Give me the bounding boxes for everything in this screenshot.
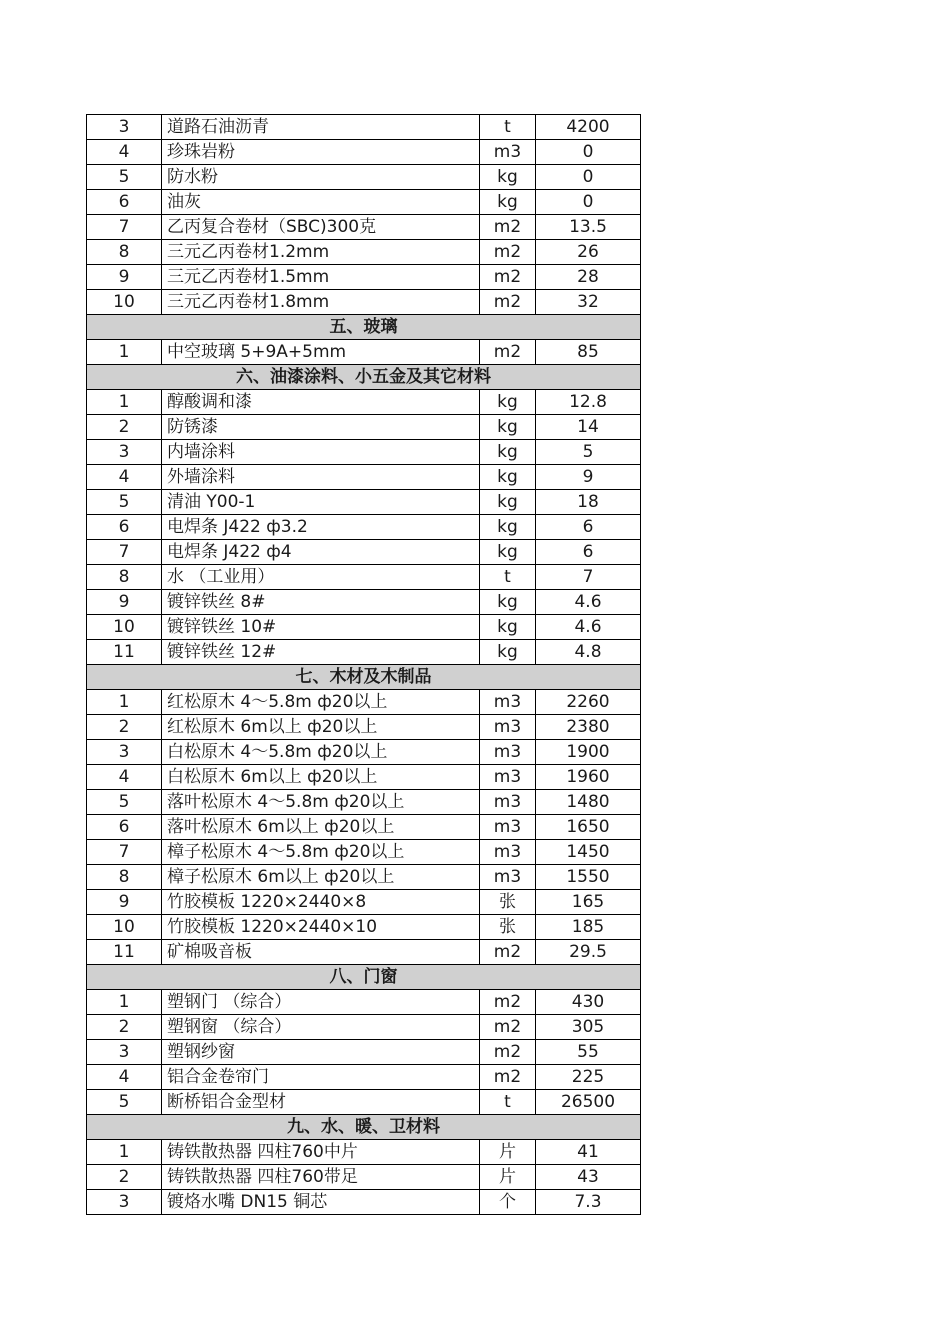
unit-price: 4200 [536,115,641,140]
table-row [87,715,641,740]
section-title: 七、木材及木制品 [87,665,641,690]
unit-price: 12.8 [536,390,641,415]
unit: kg [480,190,536,215]
table-row [87,590,641,615]
unit: m2 [480,265,536,290]
row-number: 6 [87,515,162,540]
unit: m2 [480,940,536,965]
row-number: 8 [87,865,162,890]
unit-price: 1450 [536,840,641,865]
table-row [87,390,641,415]
material-name: 矿棉吸音板 [162,940,480,965]
row-number: 2 [87,415,162,440]
unit: kg [480,515,536,540]
material-name: 白松原木 6m以上 ф20以上 [162,765,480,790]
unit: m3 [480,815,536,840]
unit: kg [480,165,536,190]
material-name: 三元乙丙卷材1.5mm [162,265,480,290]
unit: m3 [480,140,536,165]
material-name: 樟子松原木 4～5.8m ф20以上 [162,840,480,865]
table-row [87,490,641,515]
table-row [87,1065,641,1090]
unit: m2 [480,215,536,240]
material-name: 外墙涂料 [162,465,480,490]
row-number: 7 [87,215,162,240]
table-row [87,815,641,840]
unit-price: 1900 [536,740,641,765]
table-row [87,1140,641,1165]
unit: kg [480,590,536,615]
unit-price: 185 [536,915,641,940]
material-name: 防水粉 [162,165,480,190]
unit: m2 [480,990,536,1015]
unit-price: 1480 [536,790,641,815]
unit: 片 [480,1165,536,1190]
section-title: 五、玻璃 [87,315,641,340]
table-row [87,165,641,190]
unit: m3 [480,715,536,740]
section-header-row [87,315,641,340]
unit: kg [480,490,536,515]
table-row [87,190,641,215]
unit-price: 26 [536,240,641,265]
unit-price: 430 [536,990,641,1015]
row-number: 1 [87,1140,162,1165]
row-number: 2 [87,1015,162,1040]
material-name: 道路石油沥青 [162,115,480,140]
unit-price: 18 [536,490,641,515]
unit: t [480,115,536,140]
table-row [87,640,641,665]
material-name: 镀锌铁丝 8# [162,590,480,615]
material-name: 铸铁散热器 四柱760中片 [162,1140,480,1165]
unit-price: 43 [536,1165,641,1190]
unit: m3 [480,765,536,790]
section-header-row [87,665,641,690]
unit: kg [480,615,536,640]
table-row [87,840,641,865]
unit: kg [480,390,536,415]
row-number: 1 [87,990,162,1015]
unit-price: 14 [536,415,641,440]
unit-price: 26500 [536,1090,641,1115]
row-number: 1 [87,690,162,715]
material-name: 醇酸调和漆 [162,390,480,415]
unit: m3 [480,840,536,865]
table-row [87,940,641,965]
unit-price: 0 [536,190,641,215]
material-name: 珍珠岩粉 [162,140,480,165]
unit: t [480,1090,536,1115]
unit-price: 6 [536,515,641,540]
material-name: 红松原木 4～5.8m ф20以上 [162,690,480,715]
table-row [87,765,641,790]
row-number: 2 [87,1165,162,1190]
material-name: 铝合金卷帘门 [162,1065,480,1090]
table-row [87,290,641,315]
row-number: 6 [87,815,162,840]
unit: 张 [480,915,536,940]
unit-price: 9 [536,465,641,490]
unit: 片 [480,1140,536,1165]
row-number: 9 [87,890,162,915]
unit: m3 [480,690,536,715]
table-row [87,890,641,915]
unit-price: 225 [536,1065,641,1090]
material-name: 竹胶模板 1220×2440×10 [162,915,480,940]
section-header-row [87,1115,641,1140]
unit: m3 [480,790,536,815]
material-name: 内墙涂料 [162,440,480,465]
material-name: 落叶松原木 4～5.8m ф20以上 [162,790,480,815]
row-number: 4 [87,765,162,790]
material-name: 塑钢门 （综合） [162,990,480,1015]
unit-price: 55 [536,1040,641,1065]
material-name: 镀锌铁丝 12# [162,640,480,665]
unit-price: 7.3 [536,1190,641,1215]
material-name: 油灰 [162,190,480,215]
table-row [87,615,641,640]
row-number: 11 [87,940,162,965]
row-number: 5 [87,790,162,815]
table-row [87,115,641,140]
table-row [87,1165,641,1190]
material-name: 白松原木 4～5.8m ф20以上 [162,740,480,765]
table-row [87,215,641,240]
material-name: 电焊条 J422 ф4 [162,540,480,565]
table-row [87,790,641,815]
material-name: 樟子松原木 6m以上 ф20以上 [162,865,480,890]
material-name: 镀烙水嘴 DN15 铜芯 [162,1190,480,1215]
material-name: 水 （工业用） [162,565,480,590]
row-number: 4 [87,140,162,165]
section-title: 六、油漆涂料、小五金及其它材料 [87,365,641,390]
row-number: 1 [87,340,162,365]
table-row [87,465,641,490]
material-name: 铸铁散热器 四柱760带足 [162,1165,480,1190]
unit-price: 0 [536,165,641,190]
row-number: 5 [87,165,162,190]
material-name: 三元乙丙卷材1.8mm [162,290,480,315]
row-number: 1 [87,390,162,415]
table-row [87,1090,641,1115]
unit-price: 165 [536,890,641,915]
unit-price: 7 [536,565,641,590]
table-body [87,115,641,1215]
material-name: 乙丙复合卷材（SBC)300克 [162,215,480,240]
row-number: 11 [87,640,162,665]
section-header-row [87,365,641,390]
unit-price: 4.6 [536,590,641,615]
material-name: 防锈漆 [162,415,480,440]
material-name: 中空玻璃 5+9A+5mm [162,340,480,365]
unit: m2 [480,340,536,365]
unit-price: 85 [536,340,641,365]
unit: kg [480,640,536,665]
table-row [87,690,641,715]
table-row [87,140,641,165]
material-name: 塑钢纱窗 [162,1040,480,1065]
unit: kg [480,465,536,490]
row-number: 9 [87,590,162,615]
unit-price: 6 [536,540,641,565]
table-row [87,440,641,465]
unit-price: 2380 [536,715,641,740]
unit: t [480,565,536,590]
table-row [87,1015,641,1040]
material-name: 清油 Y00-1 [162,490,480,515]
table-row [87,1040,641,1065]
unit: m2 [480,290,536,315]
unit-price: 1650 [536,815,641,840]
table-row [87,515,641,540]
row-number: 8 [87,240,162,265]
row-number: 9 [87,265,162,290]
unit-price: 41 [536,1140,641,1165]
material-name: 塑钢窗 （综合） [162,1015,480,1040]
unit-price: 1550 [536,865,641,890]
table-row [87,915,641,940]
unit-price: 1960 [536,765,641,790]
row-number: 10 [87,615,162,640]
unit: m3 [480,865,536,890]
unit: m3 [480,740,536,765]
unit: m2 [480,1065,536,1090]
row-number: 5 [87,490,162,515]
unit: kg [480,440,536,465]
row-number: 4 [87,1065,162,1090]
row-number: 7 [87,840,162,865]
row-number: 3 [87,1190,162,1215]
table-row [87,1190,641,1215]
table-row [87,340,641,365]
material-name: 落叶松原木 6m以上 ф20以上 [162,815,480,840]
row-number: 10 [87,915,162,940]
unit-price: 4.8 [536,640,641,665]
table-row [87,540,641,565]
unit-price: 13.5 [536,215,641,240]
unit: 张 [480,890,536,915]
unit: kg [480,415,536,440]
material-name: 电焊条 J422 ф3.2 [162,515,480,540]
table-row [87,265,641,290]
section-title: 八、门窗 [87,965,641,990]
row-number: 4 [87,465,162,490]
row-number: 3 [87,115,162,140]
table-row [87,240,641,265]
unit-price: 5 [536,440,641,465]
unit: m2 [480,1015,536,1040]
row-number: 5 [87,1090,162,1115]
row-number: 2 [87,715,162,740]
table-row [87,565,641,590]
material-price-table [86,114,641,1215]
table-row [87,415,641,440]
row-number: 8 [87,565,162,590]
unit-price: 0 [536,140,641,165]
material-name: 镀锌铁丝 10# [162,615,480,640]
table-row [87,865,641,890]
row-number: 3 [87,440,162,465]
unit-price: 32 [536,290,641,315]
unit-price: 4.6 [536,615,641,640]
table-row [87,740,641,765]
unit-price: 28 [536,265,641,290]
unit: m2 [480,240,536,265]
material-name: 断桥铝合金型材 [162,1090,480,1115]
unit: 个 [480,1190,536,1215]
row-number: 10 [87,290,162,315]
unit-price: 29.5 [536,940,641,965]
unit-price: 2260 [536,690,641,715]
row-number: 3 [87,1040,162,1065]
unit: m2 [480,1040,536,1065]
unit-price: 305 [536,1015,641,1040]
material-name: 竹胶模板 1220×2440×8 [162,890,480,915]
unit: kg [480,540,536,565]
row-number: 7 [87,540,162,565]
table-row [87,990,641,1015]
row-number: 3 [87,740,162,765]
section-title: 九、水、暖、卫材料 [87,1115,641,1140]
section-header-row [87,965,641,990]
row-number: 6 [87,190,162,215]
material-name: 三元乙丙卷材1.2mm [162,240,480,265]
material-name: 红松原木 6m以上 ф20以上 [162,715,480,740]
